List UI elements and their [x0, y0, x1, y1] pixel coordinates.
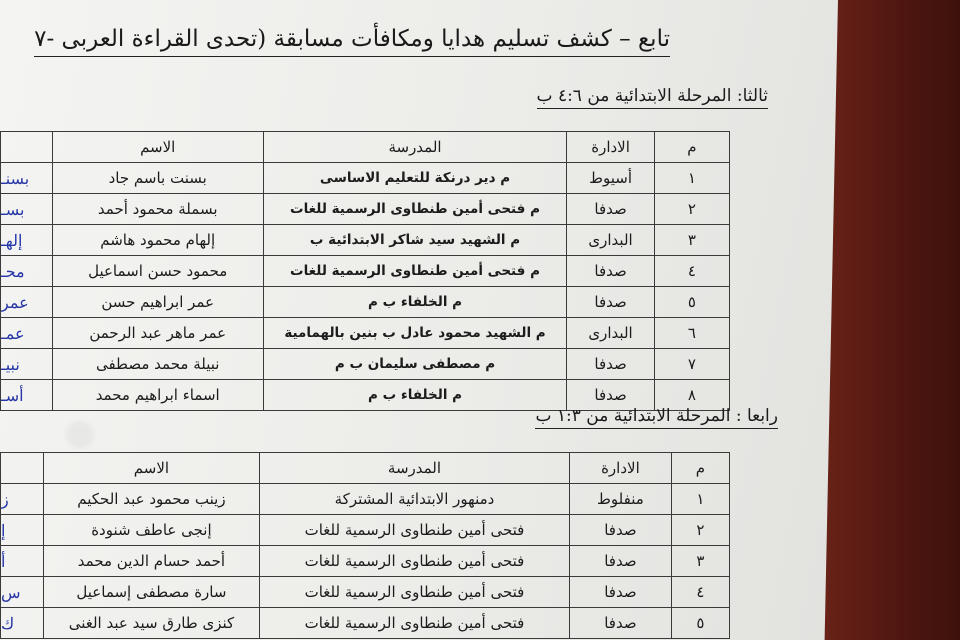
row-school: م الشهيد سيد شاكر الابتدائية ب	[263, 225, 567, 256]
table-row	[1, 225, 730, 256]
row-name: كنزى طارق سيد عبد الغنى	[43, 608, 259, 639]
row-index: ٤	[671, 577, 729, 608]
winners-table-section4	[0, 452, 730, 639]
table-row	[1, 349, 730, 380]
row-signature: أسـ	[1, 380, 53, 411]
row-admin: صدفا	[570, 546, 672, 577]
row-signature: إلهـ	[1, 225, 53, 256]
row-admin: البدارى	[567, 318, 655, 349]
section4-heading: رابعا : المرحلة الابتدائية من ١:٣ ب	[535, 404, 778, 429]
row-index: ٣	[654, 225, 729, 256]
row-name: إلهام محمود هاشم	[52, 225, 263, 256]
row-school: م فتحى أمين طنطاوى الرسمية للغات	[263, 256, 567, 287]
row-index: ٧	[654, 349, 729, 380]
table-row	[1, 194, 730, 225]
row-school: فتحى أمين طنطاوى الرسمية للغات	[259, 546, 569, 577]
row-signature: عمـ	[1, 318, 53, 349]
table-row	[1, 318, 730, 349]
row-index: ٣	[671, 546, 729, 577]
row-signature: بسـ	[1, 194, 53, 225]
row-name: أحمد حسام الدين محمد	[43, 546, 259, 577]
header-admin: الادارة	[567, 132, 655, 163]
page-title: تابع – كشف تسليم هدايا ومكافأت مسابقة (تحدى القراءة العربى -٧	[34, 22, 670, 57]
row-name: زينب محمود عبد الحكيم	[43, 484, 259, 515]
row-school: م الخلفاء ب م	[263, 380, 567, 411]
header-school: المدرسة	[263, 132, 567, 163]
header-index: م	[671, 453, 729, 484]
row-school: م دير درنكة للتعليم الاساسى	[263, 163, 567, 194]
row-name: عمر ابراهيم حسن	[52, 287, 263, 318]
table-row	[1, 484, 730, 515]
row-school: م فتحى أمين طنطاوى الرسمية للغات	[263, 194, 567, 225]
row-index: ٢	[671, 515, 729, 546]
row-admin: صدفا	[567, 287, 655, 318]
row-admin: صدفا	[567, 349, 655, 380]
row-name: اسماء ابراهيم محمد	[52, 380, 263, 411]
table-row	[1, 515, 730, 546]
row-admin: أسيوط	[567, 163, 655, 194]
row-index: ١	[671, 484, 729, 515]
table-row	[1, 608, 730, 639]
header-name: الاسم	[43, 453, 259, 484]
row-signature: ز	[1, 484, 44, 515]
row-school: م مصطفى سليمان ب م	[263, 349, 567, 380]
row-signature: عمر	[1, 287, 53, 318]
row-signature: إ	[1, 515, 44, 546]
row-name: سارة مصطفى إسماعيل	[43, 577, 259, 608]
row-school: فتحى أمين طنطاوى الرسمية للغات	[259, 577, 569, 608]
row-admin: صدفا	[567, 256, 655, 287]
row-admin: صدفا	[570, 608, 672, 639]
row-name: نبيلة محمد مصطفى	[52, 349, 263, 380]
row-school: فتحى أمين طنطاوى الرسمية للغات	[259, 515, 569, 546]
row-name: عمر ماهر عبد الرحمن	[52, 318, 263, 349]
row-index: ١	[654, 163, 729, 194]
section3-heading: ثالثا: المرحلة الابتدائية من ٤:٦ ب	[537, 84, 768, 109]
header-signature	[1, 132, 53, 163]
table-header-row	[1, 453, 730, 484]
desk-background	[820, 0, 960, 640]
row-signature: س	[1, 577, 44, 608]
row-admin: صدفا	[570, 577, 672, 608]
row-signature: أ	[1, 546, 44, 577]
row-school: م الشهيد محمود عادل ب بنين بالهمامية	[263, 318, 567, 349]
header-signature	[1, 453, 44, 484]
row-admin: صدفا	[570, 515, 672, 546]
row-signature: محـ	[1, 256, 53, 287]
row-index: ٤	[654, 256, 729, 287]
row-admin: منفلوط	[570, 484, 672, 515]
row-signature: ك	[1, 608, 44, 639]
row-admin: البدارى	[567, 225, 655, 256]
paper-smudge	[60, 420, 100, 450]
header-name: الاسم	[52, 132, 263, 163]
row-name: محمود حسن اسماعيل	[52, 256, 263, 287]
table-row	[1, 577, 730, 608]
row-index: ٢	[654, 194, 729, 225]
row-name: بسملة محمود أحمد	[52, 194, 263, 225]
row-index: ٦	[654, 318, 729, 349]
row-name: إنجى عاطف شنودة	[43, 515, 259, 546]
table-header-row	[1, 132, 730, 163]
row-school: فتحى أمين طنطاوى الرسمية للغات	[259, 608, 569, 639]
table-row	[1, 287, 730, 318]
row-school: دمنهور الابتدائية المشتركة	[259, 484, 569, 515]
row-admin: صدفا	[567, 380, 655, 411]
header-index: م	[654, 132, 729, 163]
table-row	[1, 256, 730, 287]
row-index: ٥	[654, 287, 729, 318]
row-signature: بسنـ	[1, 163, 53, 194]
row-signature: نبيـ	[1, 349, 53, 380]
row-index: ٨	[654, 380, 729, 411]
row-name: بسنت باسم جاد	[52, 163, 263, 194]
winners-table-section3	[0, 131, 730, 411]
header-school: المدرسة	[259, 453, 569, 484]
row-admin: صدفا	[567, 194, 655, 225]
table-row	[1, 546, 730, 577]
header-admin: الادارة	[570, 453, 672, 484]
row-index: ٥	[671, 608, 729, 639]
row-school: م الخلفاء ب م	[263, 287, 567, 318]
table-row	[1, 163, 730, 194]
